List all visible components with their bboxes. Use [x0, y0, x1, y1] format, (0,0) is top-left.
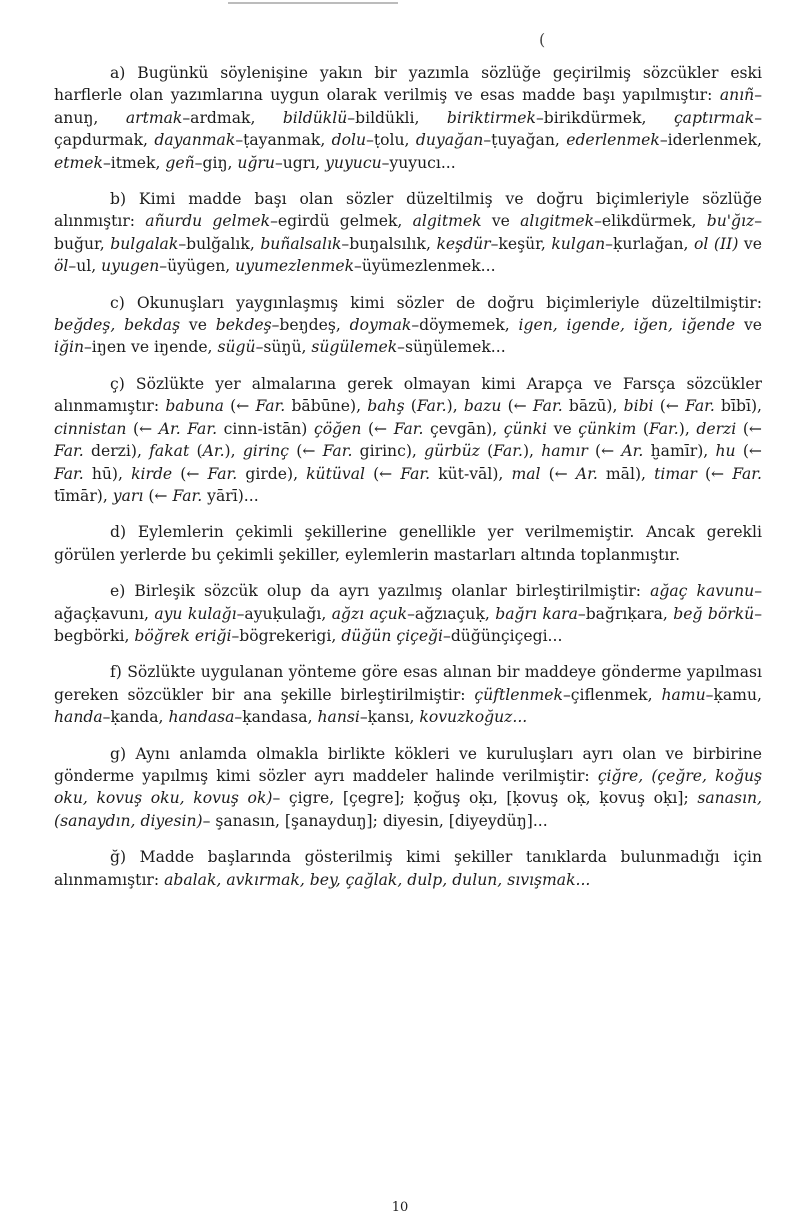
text-run: (←	[653, 397, 686, 416]
italic-term: hamır	[541, 442, 588, 461]
italic-term: uğru	[237, 153, 275, 172]
text-run: –elikdürmek,	[594, 212, 707, 231]
text-run: (←	[696, 464, 733, 483]
text-run: e) Birleşik sözcük olup da ayrı yazılmış olanlar birleştirilmiştir:	[110, 582, 651, 601]
italic-term: ağaç kavunu	[650, 582, 755, 601]
italic-term: gürbüz	[424, 442, 480, 461]
italic-term: Far.	[400, 464, 431, 483]
text-run: –ağaçḳavunı,	[54, 582, 762, 623]
italic-term: bildüklü	[282, 108, 348, 127]
scan-artifact-rule	[228, 2, 398, 4]
text-run: (←	[361, 419, 394, 438]
italic-term: igen, igende, iğen, iğende	[518, 316, 736, 335]
text-run: b) Kimi madde başı olan sözler düzeltilmiş ve doğru biçimleriyle sözlüğe alınmıştır:	[54, 190, 762, 231]
text-run: (←	[540, 464, 576, 483]
italic-term: çünkim	[578, 419, 637, 438]
italic-term: ağzı açuk	[331, 604, 408, 623]
paragraph-f	[54, 661, 762, 728]
text-run: (←	[587, 442, 622, 461]
italic-term: yuyucu	[325, 153, 382, 172]
italic-term: çüftlenmek	[474, 685, 563, 704]
text-run: māl),	[597, 464, 655, 483]
italic-term: girinç	[242, 442, 290, 461]
text-run: –begbörki,	[54, 604, 762, 645]
text-run: girinc),	[352, 442, 425, 461]
text-run: – çigre, [çegre]; ḳoğuş oḳı, [ḳovuş oḳ, ḳovuş oḳı];	[272, 789, 698, 808]
italic-term: kovuzkoğuz...	[419, 708, 528, 727]
italic-term: dolu	[331, 131, 367, 150]
text-run: ve	[547, 419, 579, 438]
text-run: –ugrı,	[274, 153, 326, 172]
italic-term: Far.	[532, 397, 563, 416]
italic-term: Far.	[207, 464, 238, 483]
text-run: (←	[223, 397, 256, 416]
italic-term: Far.	[648, 419, 679, 438]
paragraph-c	[54, 292, 762, 359]
italic-term: Far.	[322, 442, 353, 461]
italic-term: beğdeş, bekdaş	[54, 316, 181, 335]
text-run: bībī),	[714, 397, 763, 416]
italic-term: handa	[54, 708, 103, 727]
italic-term: öl	[54, 257, 69, 276]
text-run: küt-vāl),	[430, 464, 512, 483]
italic-term: cinnistan	[54, 419, 127, 438]
text-run: (	[479, 442, 494, 461]
italic-term: uyugen	[101, 257, 160, 276]
italic-term: çaptırmak	[673, 108, 755, 127]
italic-term: biriktirmek	[446, 108, 536, 127]
italic-term: çöğen	[313, 419, 362, 438]
italic-term: buñalsalık	[260, 234, 342, 253]
text-run: –buğur,	[54, 212, 763, 253]
text-run: –buŋalsılık,	[341, 234, 437, 253]
text-run: (←	[172, 464, 208, 483]
italic-term: çünki	[503, 419, 548, 438]
text-run: (←	[143, 486, 173, 505]
italic-term: hansi	[317, 708, 360, 727]
text-run: –keşür,	[490, 234, 552, 253]
text-run: –giŋ,	[194, 153, 238, 172]
italic-term: sügülemek	[311, 338, 398, 357]
text-run: (	[189, 442, 203, 461]
text-run: çevgān),	[423, 419, 504, 438]
italic-term: çiğre, (çeğre, koğuş oku, kovuş oku, kovuş ok)	[54, 766, 762, 808]
italic-term: Far.	[493, 442, 523, 461]
text-run: ḫamīr),	[643, 442, 716, 461]
text-run: –ḳandasa,	[234, 708, 318, 727]
text-run: ç) Sözlükte yer almalarına gerek olmayan kimi Arapça ve Farsça sözcükler alınmamıştır:	[54, 374, 762, 416]
text-run: –çapdurmak,	[54, 108, 762, 150]
italic-term: sanasın, (sanaydın, diyesin)	[54, 789, 762, 830]
text-run: (	[404, 397, 417, 416]
paragraph-d	[54, 521, 762, 566]
italic-term: añurdu gelmek	[145, 212, 271, 231]
text-run: –bulğalık,	[178, 234, 261, 253]
text-run: f) Sözlükte uygulanan yönteme göre esas alınan bir maddeye gönderme yapılması gereken sözcükler bir ana şekille birleştirilmiştir:	[54, 663, 762, 704]
italic-term: etmek	[54, 153, 103, 172]
paragraph-ç	[54, 373, 762, 507]
text-run: ğ) Madde başlarında gösterilmiş kimi şekiller tanıklarda bulunmadığı için alınmamıştır:	[54, 848, 762, 889]
italic-term: böğrek eriği	[134, 626, 232, 645]
text-run: –ḳamu,	[705, 685, 762, 704]
text-run: ve	[735, 316, 762, 335]
text-run: derzi),	[83, 442, 150, 461]
italic-term: duyağan	[415, 131, 484, 150]
text-run: ),	[224, 442, 243, 461]
paragraph-a	[54, 62, 762, 174]
italic-term: düğün çiçeği	[341, 626, 444, 645]
text-run: –bildükli,	[347, 108, 447, 127]
text-run: –bögrekerigi,	[231, 626, 342, 645]
italic-term: Far.	[416, 397, 447, 416]
italic-term: anıñ	[719, 86, 755, 105]
text-run: cinn-istān)	[217, 419, 314, 438]
text-run: –bağrıḳara,	[577, 604, 674, 623]
italic-term: kütüval	[306, 464, 366, 483]
text-run: (←	[289, 442, 323, 461]
text-run: –üyümezlenmek...	[354, 257, 496, 276]
text-run: ),	[446, 397, 464, 416]
italic-term: fakat	[149, 442, 190, 461]
italic-term: Far.	[54, 464, 84, 483]
italic-term: mal	[511, 464, 541, 483]
text-run: ),	[678, 419, 697, 438]
text-run: bābūne),	[285, 397, 368, 416]
text-run: tīmār),	[54, 486, 113, 505]
text-run: a) Bugünkü söylenişine yakın bir yazımla sözlüğe geçirilmiş sözcükler eski harflerle olan yazımlarına uygun olarak verilmiş ve esas madde başı yapılmıştır:	[54, 64, 762, 105]
text-run: yārī)...	[202, 486, 259, 505]
italic-term: kulgan	[551, 234, 606, 253]
text-run: –üyügen,	[159, 257, 236, 276]
italic-term: Far.	[732, 464, 762, 483]
italic-term: Far.	[393, 419, 424, 438]
paragraph-e	[54, 580, 762, 647]
italic-term: ederlenmek	[566, 131, 660, 150]
italic-term: uyumezlenmek	[235, 257, 355, 276]
italic-term: bekdeş	[215, 316, 272, 335]
paragraph-g	[54, 743, 762, 833]
italic-term: babuna	[165, 397, 224, 416]
italic-term: bu'ğız	[706, 212, 755, 231]
text-run: ),	[522, 442, 542, 461]
text-run: (←	[126, 419, 159, 438]
italic-term: Far.	[685, 397, 715, 416]
italic-term: bahş	[367, 397, 405, 416]
italic-term: iğin	[54, 338, 84, 357]
text-run: –egirdü gelmek,	[270, 212, 413, 231]
italic-term: geñ	[165, 153, 195, 172]
italic-term: bazu	[463, 397, 502, 416]
italic-term: Far.	[172, 486, 203, 505]
text-run: bāzū),	[562, 397, 624, 416]
italic-term: alıgitmek	[520, 212, 595, 231]
paragraph-ğ	[54, 846, 762, 891]
italic-term: dayanmak	[154, 131, 236, 150]
italic-term: derzi	[696, 419, 737, 438]
text-run: –ul,	[68, 257, 102, 276]
text-run: (←	[501, 397, 533, 416]
text-run: d) Eylemlerin çekimli şekillerine genellikle yer verilmemiştir. Ancak gerekli görülen yerlerde bu çekimli şekiller, eylemlerin mastarları altında toplanmıştır.	[54, 523, 762, 564]
italic-term: bağrı kara	[495, 604, 578, 623]
italic-term: kirde	[131, 464, 173, 483]
italic-term: algitmek	[412, 212, 482, 231]
italic-term: Ar.	[621, 442, 644, 461]
italic-term: Ar.	[575, 464, 598, 483]
italic-term: timar	[654, 464, 697, 483]
text-run: (	[636, 419, 649, 438]
italic-term: artmak	[125, 108, 183, 127]
italic-term: hu	[715, 442, 736, 461]
text-run: –çiflenmek,	[562, 685, 662, 704]
text-run: –düğünçiçegi...	[443, 626, 563, 645]
text-run: – şanasın, [şanayduŋ]; diyesin, [diyeydüŋ]...	[202, 811, 548, 830]
text-run: –süŋü,	[255, 338, 312, 357]
text-run: –birikdürmek,	[535, 108, 674, 127]
body-text	[54, 62, 762, 905]
italic-term: sügü	[217, 338, 256, 357]
text-run: –ṭolu,	[366, 131, 416, 150]
text-run: –ayuḳulağı,	[236, 604, 332, 623]
text-run: –ḳanda,	[102, 708, 169, 727]
scan-mark: (	[539, 30, 546, 49]
italic-term: beğ börkü	[673, 604, 755, 623]
text-run: g) Aynı anlamda olmakla birlikte kökleri ve kuruluşları ayrı olan ve birbirine gönderme yapılmış kimi sözler ayrı maddeler halinde verilmiştir:	[54, 744, 762, 785]
italic-term: doymak	[349, 316, 412, 335]
italic-term: bulgalak	[110, 234, 179, 253]
text-run: –itmek,	[102, 153, 166, 172]
italic-term: ayu kulağı	[154, 604, 237, 623]
text-run: –ṭayanmak,	[235, 131, 332, 150]
text-run: ve	[738, 234, 762, 253]
text-run: –döymemek,	[411, 316, 519, 335]
italic-term: bibi	[623, 397, 654, 416]
italic-term: Ar. Far.	[158, 419, 218, 438]
text-run: –süŋülemek...	[397, 338, 506, 357]
text-run: (←	[735, 442, 762, 461]
text-run: ve	[180, 316, 216, 335]
text-run: (←	[365, 464, 401, 483]
italic-term: yarı	[112, 486, 144, 505]
text-run: –yuyucı...	[381, 153, 456, 172]
italic-term: ol (II)	[694, 234, 739, 253]
text-run: –ağzıaçuḳ,	[407, 604, 496, 623]
italic-term: abalak, avkırmak, bey, çağlak, dulp, dulun, sıvışmak...	[164, 870, 591, 889]
text-run: –beŋdeş,	[271, 316, 350, 335]
text-run: –ardmak,	[182, 108, 283, 127]
text-run: –iŋen ve iŋende,	[84, 338, 218, 357]
text-run: –anuŋ,	[54, 86, 762, 127]
text-run: ve	[481, 212, 521, 231]
italic-term: hamu	[661, 685, 706, 704]
text-run: –iderlenmek,	[659, 131, 762, 150]
text-run: hū),	[83, 464, 132, 483]
italic-term: Far.	[255, 397, 286, 416]
text-run: –ḳurlağan,	[605, 234, 695, 253]
text-run: –ḳansı,	[359, 708, 420, 727]
italic-term: Far.	[54, 442, 84, 461]
text-run: girde),	[237, 464, 307, 483]
italic-term: keşdür	[436, 234, 491, 253]
italic-term: Ar.	[202, 442, 225, 461]
paragraph-b	[54, 188, 762, 278]
italic-term: handasa	[168, 708, 235, 727]
page-number: 10	[391, 1200, 409, 1215]
text-run: –ṭuyağan,	[483, 131, 567, 150]
text-run: c) Okunuşları yaygınlaşmış kimi sözler de doğru biçimleriyle düzeltilmiştir:	[110, 293, 762, 312]
text-run: (←	[736, 419, 763, 438]
